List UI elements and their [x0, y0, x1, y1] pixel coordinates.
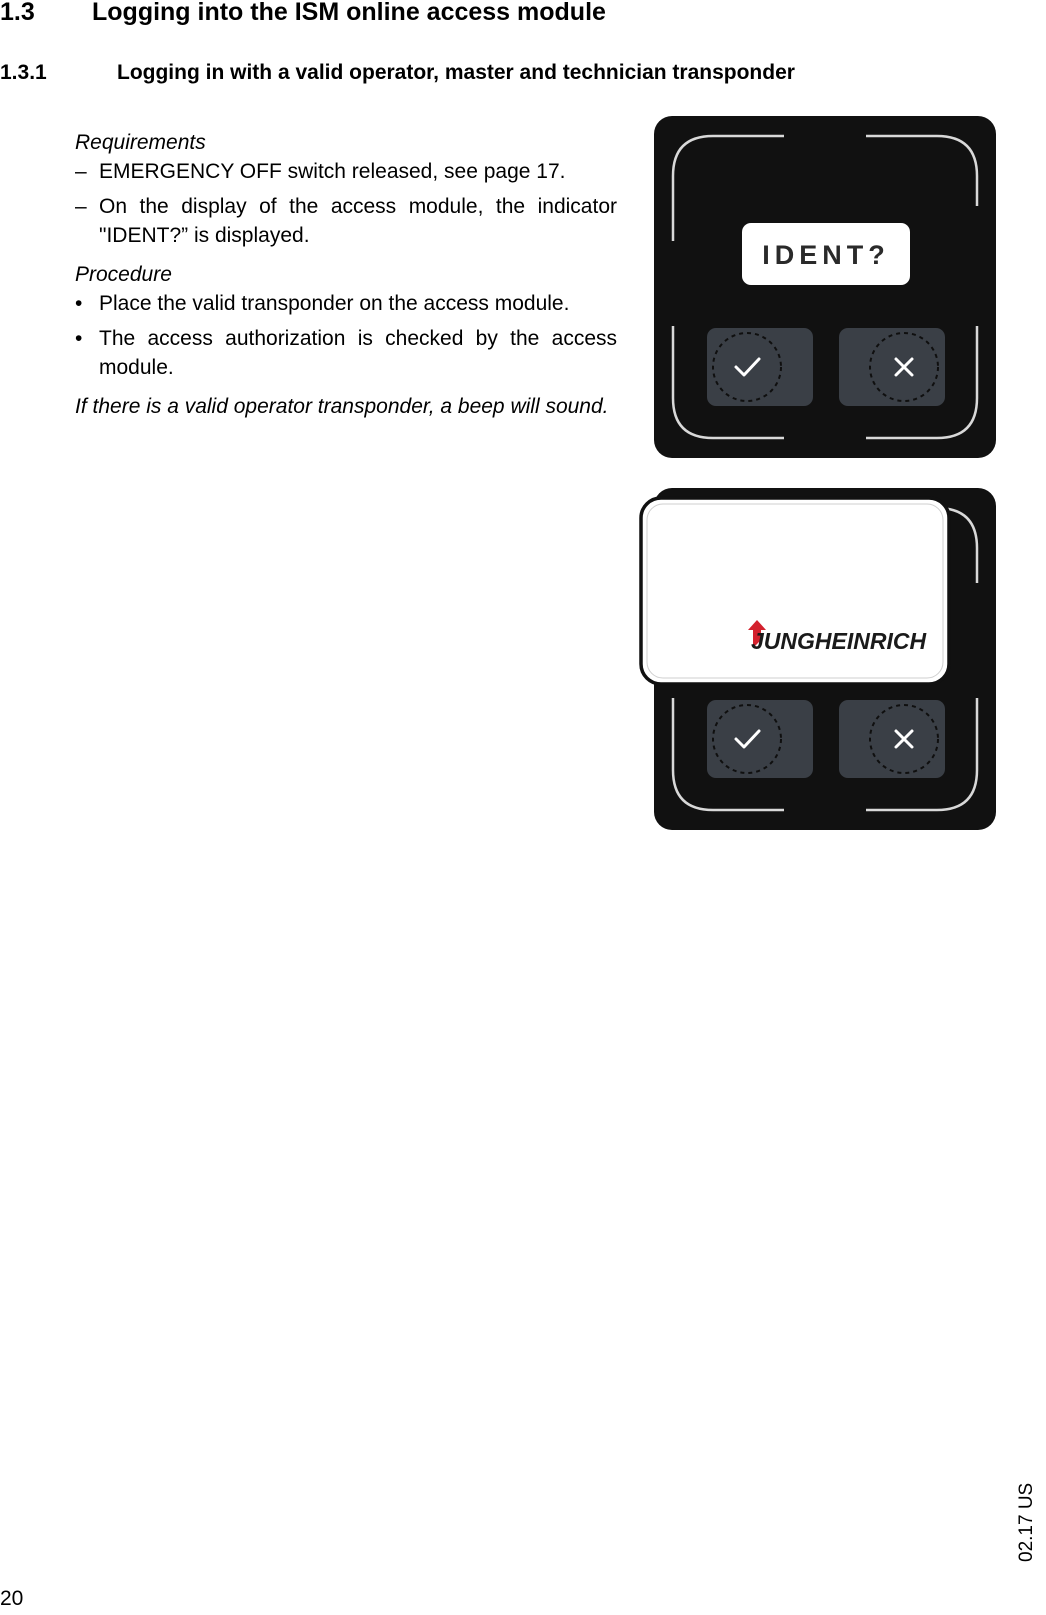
procedure-step	[75, 289, 617, 318]
procedure-text: Place the valid transponder on the access module.	[99, 292, 570, 315]
subsection-number: 1.3.1	[0, 61, 47, 84]
requirement-text: EMERGENCY OFF switch released, see page 17.	[99, 160, 566, 183]
dash-marker: –	[75, 160, 87, 183]
procedure-step	[75, 324, 617, 382]
section-number: 1.3	[0, 0, 35, 26]
subsection-heading	[0, 61, 795, 85]
jungheinrich-logo: JUNGHEINRICH	[751, 628, 927, 654]
display-text: IDENT?	[762, 240, 890, 270]
dash-marker: –	[75, 195, 87, 218]
confirm-key[interactable]	[707, 700, 813, 778]
confirm-key[interactable]	[707, 328, 813, 406]
beep-note: If there is a valid operator transponder, a beep will sound.	[75, 395, 609, 418]
section-title: Logging into the ISM online access module	[92, 0, 606, 26]
subsection-title: Logging in with a valid operator, master and technician transponder	[117, 61, 795, 84]
requirement-item	[75, 192, 617, 250]
requirements-heading: Requirements	[75, 131, 206, 154]
section-heading	[0, 0, 606, 27]
bullet-marker: •	[75, 292, 83, 315]
document-code: 02.17 US	[1016, 1482, 1037, 1562]
procedure-text: The access authorization is checked by the access module.	[99, 327, 617, 379]
access-module-ident-figure	[654, 116, 996, 458]
page-number: 20	[0, 1587, 24, 1610]
requirement-item	[75, 157, 617, 186]
bullet-marker: •	[75, 327, 83, 350]
requirement-text: On the display of the access module, the indicator "IDENT?” is displayed.	[99, 195, 617, 247]
cancel-key[interactable]	[839, 700, 945, 778]
procedure-heading: Procedure	[75, 263, 172, 286]
cancel-key[interactable]	[839, 328, 945, 406]
instruction-text	[75, 128, 617, 421]
module-panel	[654, 116, 996, 458]
transponder-on-module-figure	[638, 488, 996, 830]
transponder-card	[641, 498, 949, 684]
